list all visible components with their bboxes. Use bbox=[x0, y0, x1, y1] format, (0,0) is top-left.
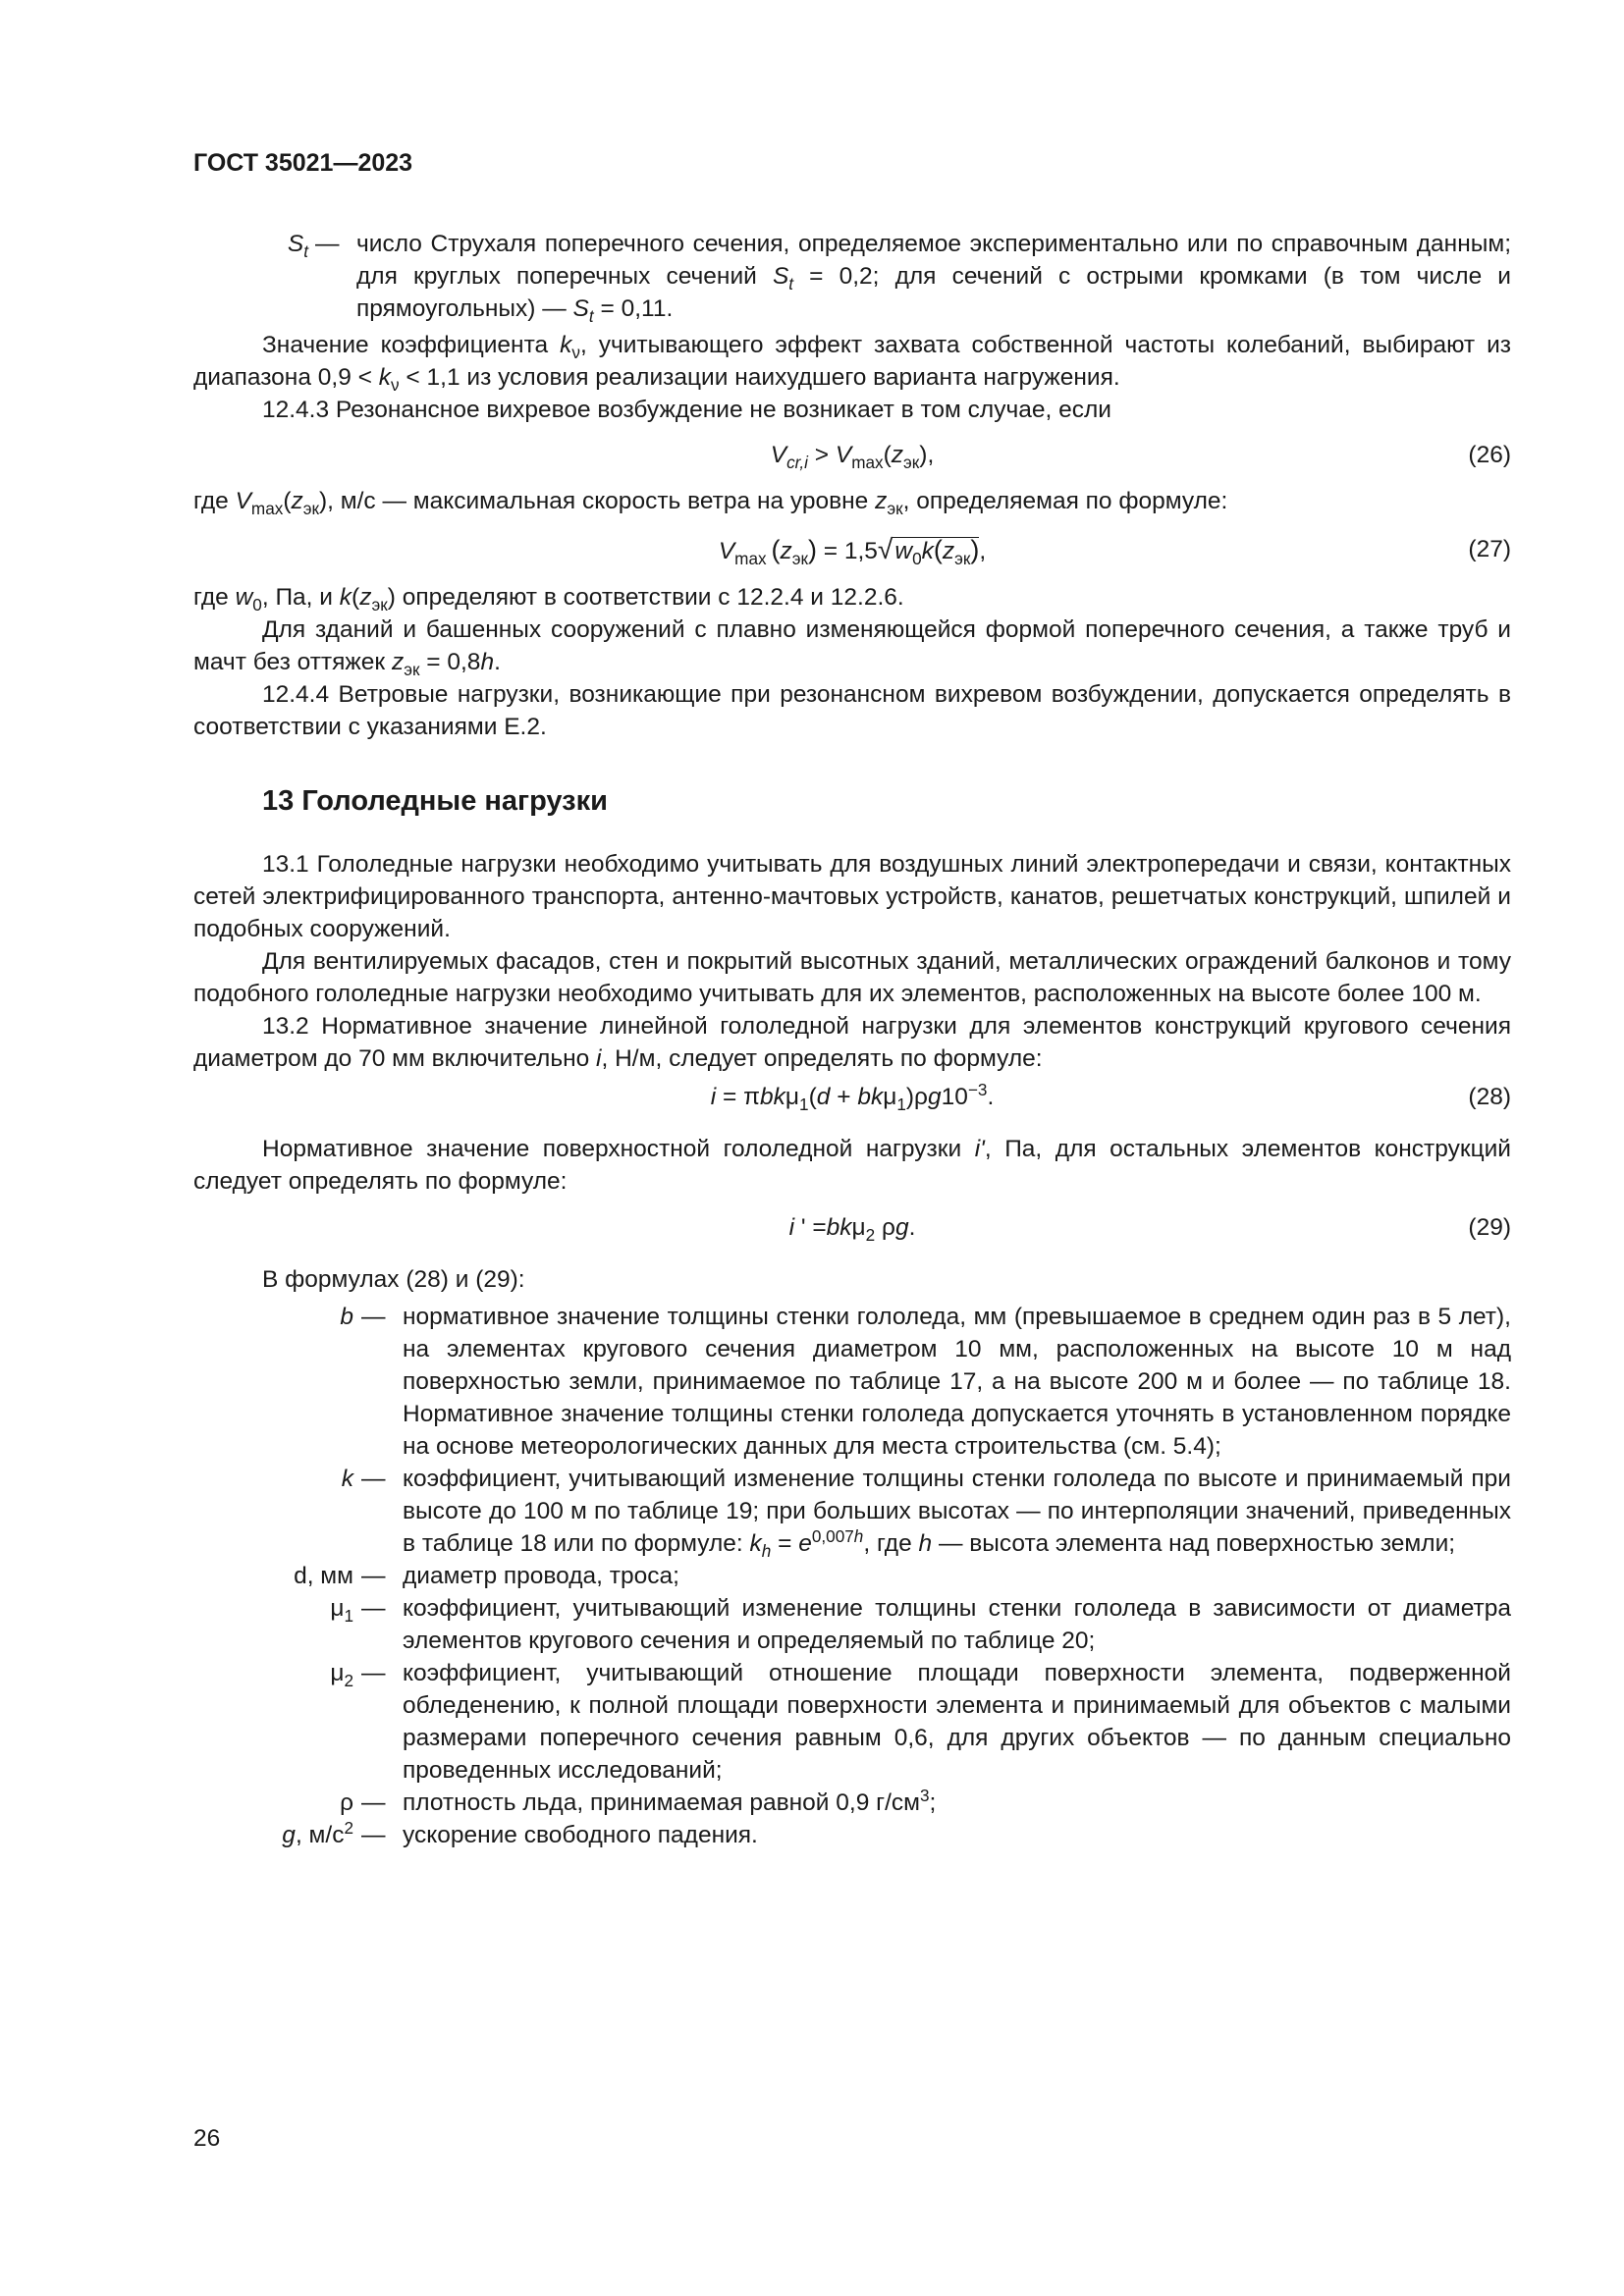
definition-k: k — коэффициент, учитывающий изменение толщины стенки гололеда по высоте и принимаемый при высоте до 100 м по таблице 19; при больших высотах — по интерполяции значений, приведенных в таблице 18 или по формуле: $k_h = e^{0,007h}$, где h — высота элемента над поверхностью земли; bbox=[341, 1466, 1511, 1561]
formula-number: (28) bbox=[1468, 1084, 1511, 1110]
definition-st: $S_t$ — число Струхаля поперечного сечения, определяемое экспериментально или по справочным данным; для круглых поперечных сечений $S_t = 0,2$; для сечений с острыми кромками (в том числе и прямоугольных) — $S_t = 0,11$. bbox=[193, 228, 1511, 325]
paragraph-13-1: 13.1 Гололедные нагрузки необходимо учитывать для воздушных линий электропередачи и связи, контактных сетей электрифицированного транспорта, антенно-мачтовых устройств, канатов, решетчатых конструкций, шпилей и подобных сооружений. bbox=[193, 851, 1511, 942]
formula-expression: $i = \pi bk\mu_1(d + bk\mu_1)\rho g10^{-3}$. bbox=[710, 1079, 995, 1114]
paragraph-buildings: Для зданий и башенных сооружений с плавно изменяющейся формой поперечного сечения, а также труб и мачт без оттяжек $z_{эк} = 0,8h$. bbox=[193, 616, 1511, 679]
paragraph-13-2: 13.2 Нормативное значение линейной гололедной нагрузки для элементов конструкций кругового сечения диаметром до 70 мм включительно i, Н/м, следует определять по формуле: bbox=[193, 1013, 1511, 1072]
paragraph-12-4-4: 12.4.4 Ветровые нагрузки, возникающие при резонансном вихревом возбуждении, допускается определять в соответствии с указаниями Е.2. bbox=[193, 681, 1511, 740]
paragraph-where-w0: где $w_0$, Па, и $k(z_{эк})$ определяют в соответствии с 12.2.4 и 12.2.6. bbox=[193, 584, 904, 614]
formula-expression: $V_{cr,i} > V_{max}(z_{эк})$, bbox=[770, 442, 935, 472]
definition-rho: ρ — плотность льда, принимаемая равной 0,9 $г/см^3$; bbox=[340, 1785, 937, 1816]
definition-mu2: $\mu_2$ — коэффициент, учитывающий отношение площади поверхности элемента, подверженной обледенению, к полной площади поверхности элемента и принимаемый для объектов с малыми размерами поперечного сечения равным 0,6, для других объектов — по данным специально проведенных исследований; bbox=[330, 1660, 1511, 1784]
page-number: 26 bbox=[193, 2125, 221, 2152]
paragraph-surface-load: Нормативное значение поверхностной гололедной нагрузки i', Па, для остальных элементов конструкций следует определять по формуле: bbox=[193, 1136, 1511, 1195]
definition-d: d, мм — диаметр провода, троса; bbox=[294, 1563, 679, 1589]
paragraph-facades: Для вентилируемых фасадов, стен и покрытий высотных зданий, металлических ограждений балконов и тому подобного гололедные нагрузки необходимо учитывать для их элементов, расположенных на высоте более 100 м. bbox=[193, 948, 1511, 1007]
definition-g: g, $м/с^2$ — ускорение свободного падения. bbox=[282, 1817, 758, 1848]
symbol-st: $S_t$ bbox=[287, 231, 308, 261]
document-header: ГОСТ 35021—2023 bbox=[193, 149, 413, 177]
formula-28 bbox=[193, 1081, 1511, 1113]
formula-number: (27) bbox=[1468, 536, 1511, 562]
definition-mu1: $\mu_1$ — коэффициент, учитывающий изменение толщины стенки гололеда в зависимости от диаметра элементов кругового сечения и определяемый по таблице 20; bbox=[330, 1595, 1511, 1654]
paragraph-in-formulas: В формулах (28) и (29): bbox=[262, 1266, 525, 1293]
paragraph-kv: Значение коэффициента $k_\nu$, учитывающего эффект захвата собственной частоты колебаний, выбирают из диапазона $0,9 < k_\nu < 1,1$ из условия реализации наихудшего варианта нагружения. bbox=[193, 332, 1511, 395]
document-content bbox=[193, 228, 1511, 1851]
formula-27 bbox=[193, 533, 1511, 568]
formula-number: (26) bbox=[1468, 442, 1511, 468]
definition-b: b — нормативное значение толщины стенки гололеда, мм (превышаемое в среднем один раз в 5 лет), на элементах кругового сечения диаметром 10 мм, расположенных на высоте 10 м над поверхностью земли, принимаемое по таблице 17, а на высоте 200 м и более — по таблице 18. Нормативное значение толщины стенки гололеда допускается уточнять в установленном порядке на основе метеорологических данных для места строительства (см. 5.4); bbox=[340, 1304, 1511, 1460]
formula-number: (29) bbox=[1468, 1214, 1511, 1241]
formula-26 bbox=[193, 439, 1511, 471]
formula-29 bbox=[193, 1211, 1511, 1244]
paragraph-12-4-3: 12.4.3 Резонансное вихревое возбуждение не возникает в том случае, если bbox=[262, 397, 1111, 423]
formula-expression: i ' =bkμ$_2$ ρg. bbox=[788, 1214, 916, 1245]
formula-expression: $V_{max}$ $(z_{эк}) = 1,5√w_0k(z_{эк})$, bbox=[718, 533, 987, 568]
section-heading-13: 13 Гололедные нагрузки bbox=[262, 785, 608, 817]
definition-text: число Струхаля поперечного сечения, определяемое экспериментально или по справочным данным; для круглых поперечных сечений $S_t = 0,2$; для сечений с острыми кромками (в том числе и прямоугольных) — $S_t = 0,11$. bbox=[356, 231, 1511, 326]
paragraph-where-vmax: где $V_{max}(z_{эк})$, м/с — максимальная скорость ветра на уровне $z_{эк}$, определяемая по формуле: bbox=[193, 488, 1228, 518]
